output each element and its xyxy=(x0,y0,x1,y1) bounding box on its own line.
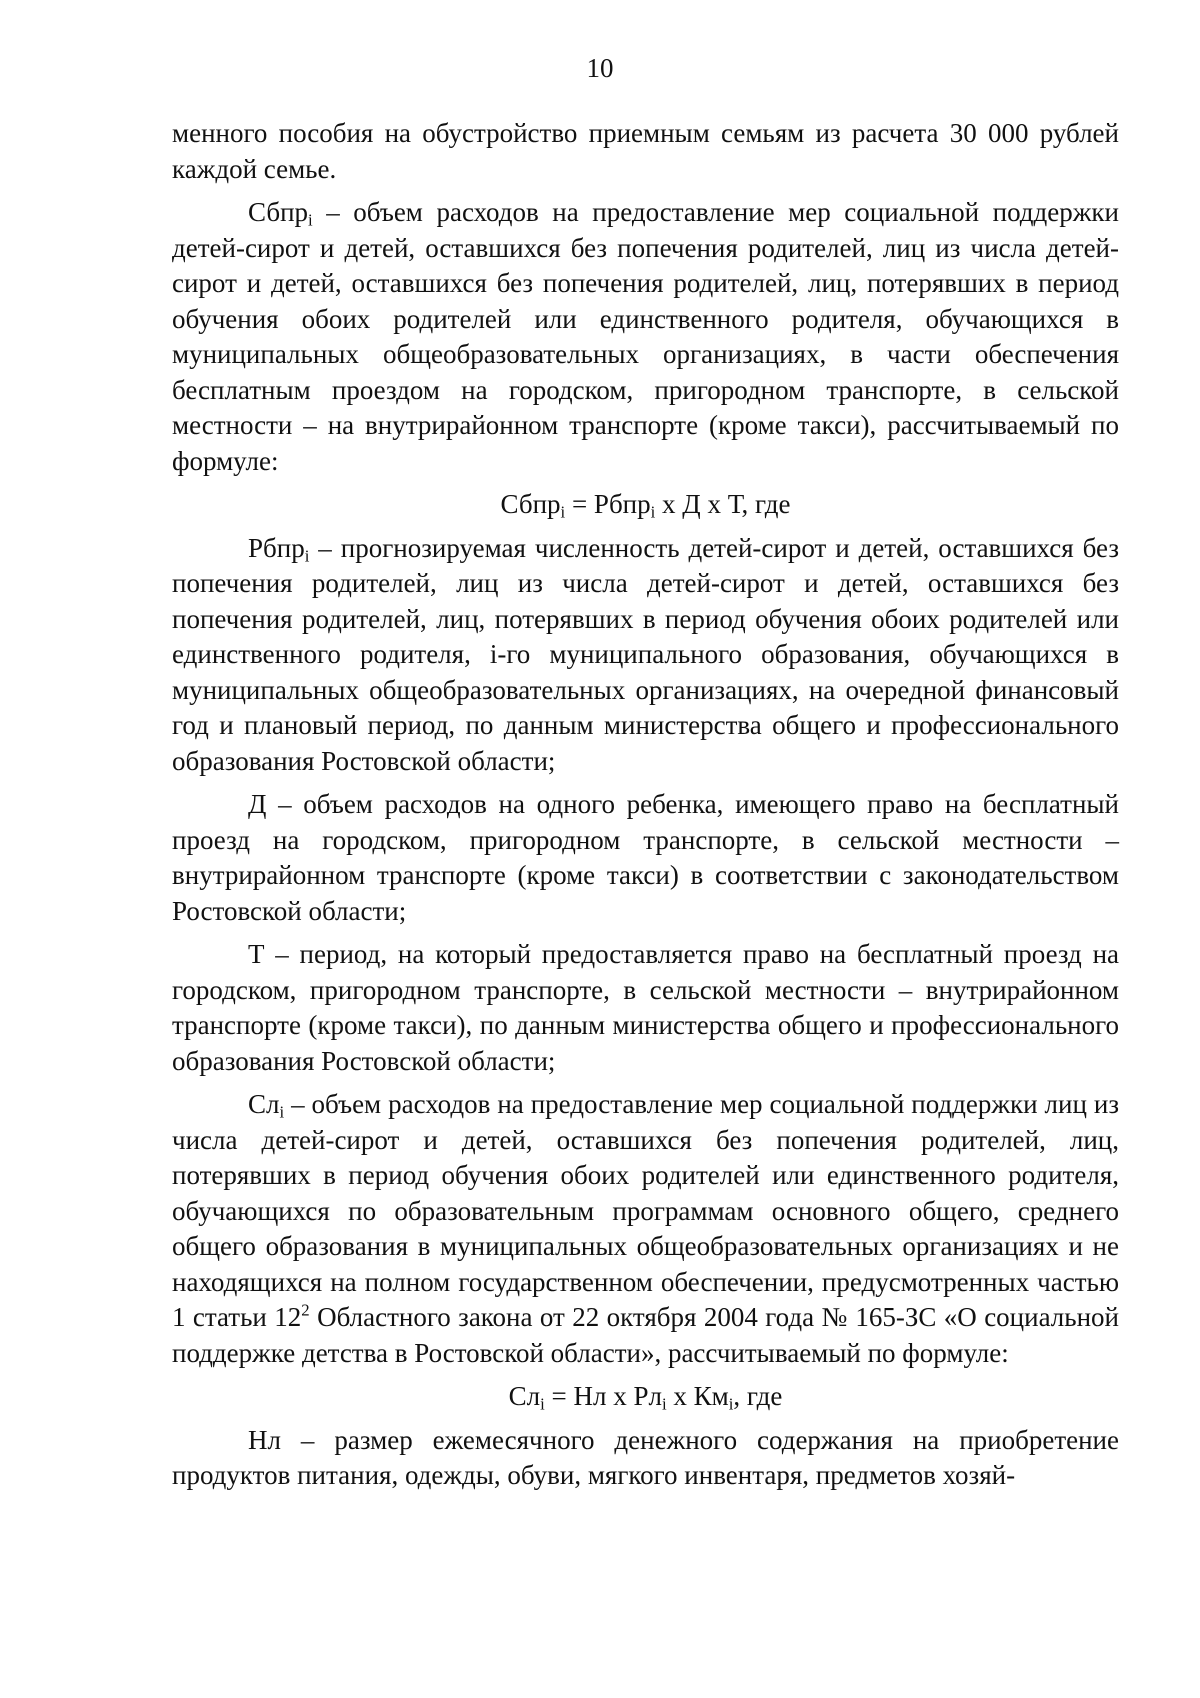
formula-part: х Д х Т, где xyxy=(655,489,791,519)
paragraph-sbpr-definition xyxy=(172,195,1119,479)
formula-subscript: i xyxy=(650,502,656,522)
term-subscript: i xyxy=(279,1102,285,1122)
formula-subscript: i xyxy=(540,1394,545,1414)
term-rbpr: Рбпр xyxy=(248,532,305,563)
formula-subscript: i xyxy=(661,1394,667,1414)
definition-text-continued: Областного закона от 22 октября 2004 года № 165-ЗС «О социальной поддержке детства в Ростовской области», рассчитываемый по формуле: xyxy=(172,1302,1119,1368)
formula-part: , где xyxy=(733,1381,783,1411)
term-sbpr: Сбпр xyxy=(248,197,309,227)
term-sl: Сл xyxy=(248,1089,280,1119)
superscript: 2 xyxy=(301,1300,310,1320)
formula-subscript: i xyxy=(560,502,566,522)
document-body xyxy=(172,116,1119,1494)
paragraph-t-definition: Т – период, на который предоставляется право на бесплатный проезд на городском, пригородном транспорте, в сельской местности – внутрирайонном транспорте (кроме такси), по данным министерства общего и профессионального образования Ростовской области; xyxy=(172,939,1119,1076)
paragraph-continuation: менного пособия на обустройство приемным семьям из расчета 30 000 рублей каждой семье. xyxy=(172,118,1119,184)
formula-part: Сбпр xyxy=(500,489,561,519)
term-subscript: i xyxy=(308,210,313,230)
formula-subscript: i xyxy=(728,1394,734,1414)
page-number: 10 xyxy=(586,53,614,83)
paragraph-sl-definition xyxy=(172,1087,1119,1371)
paragraph-nl-definition: Нл – размер ежемесячного денежного содержания на приобретение продуктов питания, одежды, обуви, мягкого инвентаря, предметов хозяй- xyxy=(172,1424,1119,1490)
formula-sbpr xyxy=(172,487,1119,523)
formula-part: = Нл х Рл xyxy=(544,1381,662,1411)
formula-sl xyxy=(172,1379,1119,1415)
formula-part: х Км xyxy=(666,1381,729,1411)
paragraph-d-definition: Д – объем расходов на одного ребенка, имеющего право на бесплатный проезд на городском, пригородном транспорте, в сельской местности – внутрирайонном транспорте (кроме такси) в соответствии с законодательством Ростовской области; xyxy=(172,789,1119,926)
paragraph-rbpr-definition xyxy=(172,531,1119,780)
definition-text: – объем расходов на предоставление мер социальной поддержки детей-сирот и детей, оставшихся без попечения родителей, лиц из числа детей-сирот и детей, оставшихся без попечения родителей, лиц, потерявших в период обучения обоих родителей или единственного родителя, обучающихся в муниципальных общеобразовательных организациях, в части обеспечения бесплатным проездом на городском, пригородном транспорте, в сельской местности – на внутрирайонном транспорте (кроме такси), рассчитываемый по формуле: xyxy=(172,197,1119,476)
definition-text: – объем расходов на предоставление мер социальной поддержки лиц из числа детей-сирот и детей, оставшихся без попечения родителей, лиц, потерявших в период обучения обоих родителей или единственного родителя, обучающихся по образовательным программам основного общего, среднего общего образования в муниципальных общеобразовательных организациях и не находящихся на полном государственном обеспечении, предусмотренных частью 1 статьи 12 xyxy=(172,1089,1119,1332)
formula-part: = Рбпр xyxy=(565,489,651,519)
term-subscript: i xyxy=(304,546,310,566)
formula-part: Сл xyxy=(508,1381,541,1411)
definition-text: – прогнозируемая численность детей-сирот и детей, оставшихся без попечения родителей, лиц из числа детей-сирот и детей, оставшихся без попечения родителей, лиц, потерявших в период обучения обоих родителей или единственного родителя, i-го муниципального образования, обучающихся в муниципальных общеобразовательных организациях, на очередной финансовый год и плановый период, по данным министерства общего и профессионального образования Ростовской области; xyxy=(172,532,1119,776)
